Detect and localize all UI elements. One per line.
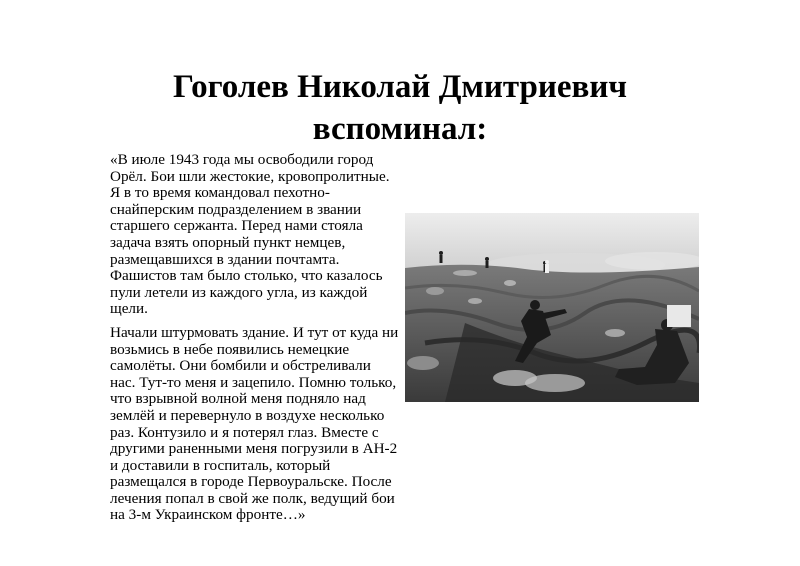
page-title bbox=[0, 66, 800, 150]
paragraph-2: Начали штурмовать здание. И тут от куда ни возьмись в небе появились немецкие самолёты. Они бомбили и обстреливали нас. Тут-то меня и зацепило. Помню только, что взрывной волной меня подняло над землёй и перевернуло в воздухе несколько раз. Контузило и я потерял глаз. Вместе с другими раненными меня погрузили в АН-2 и доставили в госпиталь, который размещался в городе Первоуральске. После лечения попал в свой же полк, ведущий бои на 3-м Украинском фронте…» bbox=[110, 323, 399, 524]
memoir-text bbox=[110, 152, 400, 531]
battlefield-photo bbox=[405, 213, 699, 402]
battlefield-photo-image bbox=[405, 213, 699, 402]
paragraph-1: «В июле 1943 года мы освободили город Орёл. Бои шли жестокие, кровопролитные. Я в то время командовал пехотно-снайперским подразделением в звании старшего сержанта. Перед нами стояла задача взять опорный пункт немцев, размещавшихся в здании почтамта. Фашистов там было столько, что казалось пули летели из каждого угла, из каждой щели. bbox=[110, 151, 390, 318]
title-line-2: вспоминал: bbox=[312, 111, 488, 147]
title-line-1: Гоголев Николай Дмитриевич bbox=[173, 69, 627, 105]
